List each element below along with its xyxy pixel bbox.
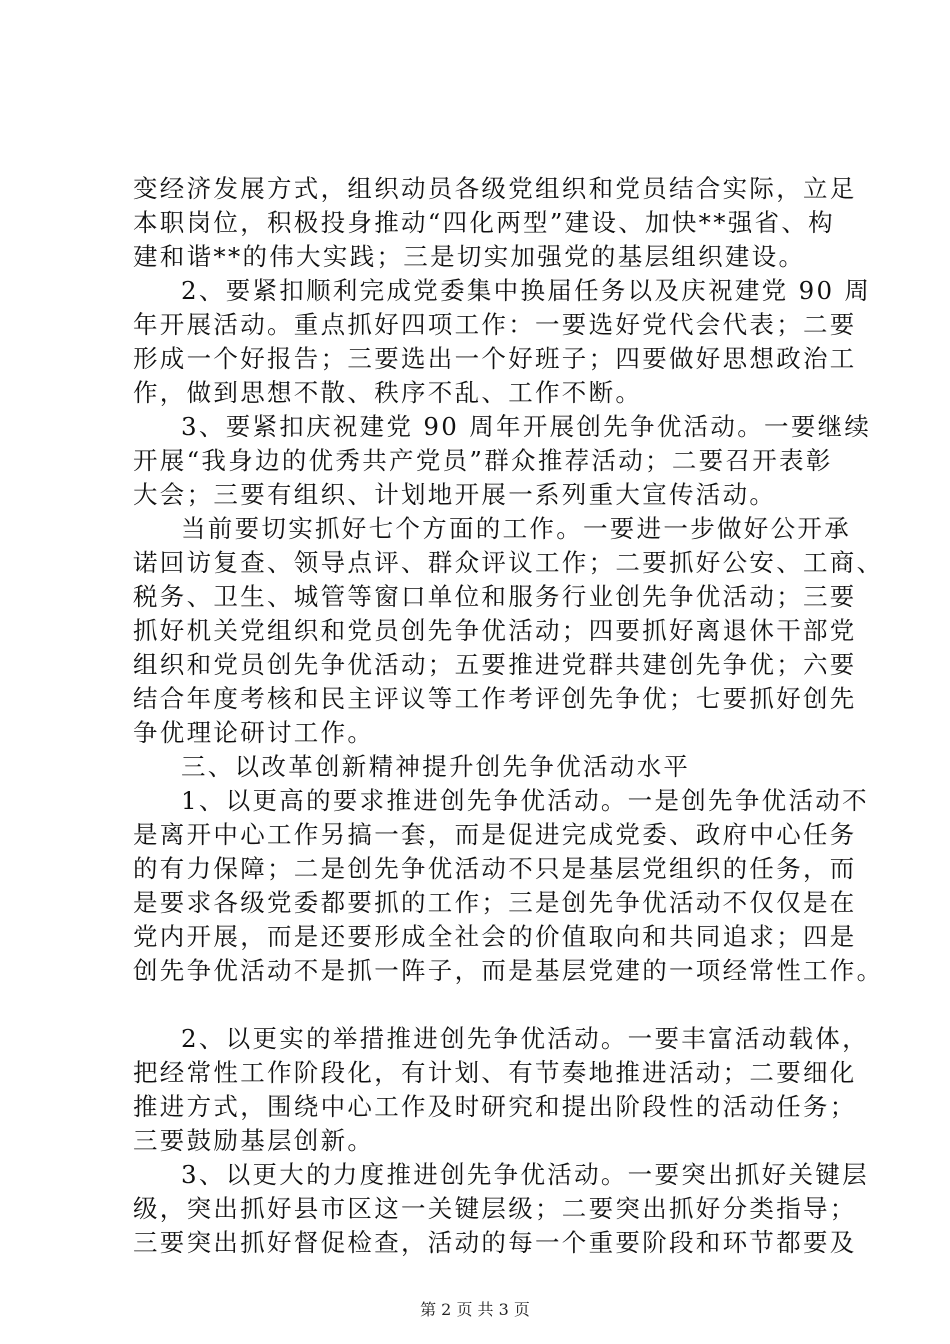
text-line: 本职岗位，积极投身推动“四化两型”建设、加快**强省、构 [133, 208, 835, 237]
text-line: 建和谐**的伟大实践；三是切实加强党的基层组织建设。 [133, 242, 806, 271]
text-line: 创先争优活动不是抓一阵子，而是基层党建的一项经常性工作。 [133, 956, 884, 985]
text-line: 的有力保障；二是创先争优活动不只是基层党组织的任务，而 [133, 854, 857, 883]
text-line: 组织和党员创先争优活动；五要推进党群共建创先争优；六要 [133, 650, 857, 679]
text-line: 把经常性工作阶段化，有计划、有节奏地推进活动；二要细化 [133, 1058, 857, 1087]
text-line: 推进方式，围绕中心工作及时研究和提出阶段性的活动任务； [133, 1092, 857, 1121]
paragraph-start-line: 1、以更高的要求推进创先争优活动。一是创先争优活动不 [181, 786, 869, 815]
text-line: 结合年度考核和民主评议等工作考评创先争优；七要抓好创先 [133, 684, 857, 713]
text-line: 作，做到思想不散、秩序不乱、工作不断。 [133, 378, 643, 407]
text-line: 变经济发展方式，组织动员各级党组织和党员结合实际，立足 [133, 174, 857, 203]
text-line: 税务、卫生、城管等窗口单位和服务行业创先争优活动；三要 [133, 582, 857, 611]
paragraph-start-line: 2、要紧扣顺利完成党委集中换届任务以及庆祝建党 90 周 [181, 276, 872, 305]
text-line: 是要求各级党委都要抓的工作；三是创先争优活动不仅仅是在 [133, 888, 857, 917]
document-body [133, 172, 884, 1260]
text-line: 抓好机关党组织和党员创先争优活动；四要抓好离退休干部党 [133, 616, 857, 645]
page-footer: 第 2 页 共 3 页 [420, 1300, 530, 1319]
text-line: 三要突出抓好督促检查，活动的每一个重要阶段和环节都要及 [133, 1228, 857, 1257]
paragraph-start-line: 3、要紧扣庆祝建党 90 周年开展创先争优活动。一要继续 [181, 412, 872, 441]
paragraph-start-line: 2、以更实的举措推进创先争优活动。一要丰富活动载体， [181, 1024, 869, 1053]
text-line: 三要鼓励基层创新。 [133, 1126, 375, 1155]
text-line: 诺回访复查、领导点评、群众评议工作；二要抓好公安、工商、 [133, 548, 884, 577]
text-line: 年开展活动。重点抓好四项工作：一要选好党代会代表；二要 [133, 310, 857, 339]
text-line: 级，突出抓好县市区这一关键层级；二要突出抓好分类指导； [133, 1194, 857, 1223]
text-line: 大会；三要有组织、计划地开展一系列重大宣传活动。 [133, 480, 777, 509]
paragraph-start-line: 3、以更大的力度推进创先争优活动。一要突出抓好关键层 [181, 1160, 869, 1189]
blank-line [133, 988, 833, 1022]
section-heading: 三、以改革创新精神提升创先争优活动水平 [181, 752, 691, 781]
text-line: 是离开中心工作另搞一套，而是促进完成党委、政府中心任务 [133, 820, 857, 849]
text-line: 党内开展，而是还要形成全社会的价值取向和共同追求；四是 [133, 922, 857, 951]
text-line: 争优理论研讨工作。 [133, 718, 375, 747]
paragraph-start-line: 当前要切实抓好七个方面的工作。一要进一步做好公开承 [181, 514, 851, 543]
text-line: 开展“我身边的优秀共产党员”群众推荐活动；二要召开表彰 [133, 446, 833, 475]
text-line: 形成一个好报告；三要选出一个好班子；四要做好思想政治工 [133, 344, 857, 373]
